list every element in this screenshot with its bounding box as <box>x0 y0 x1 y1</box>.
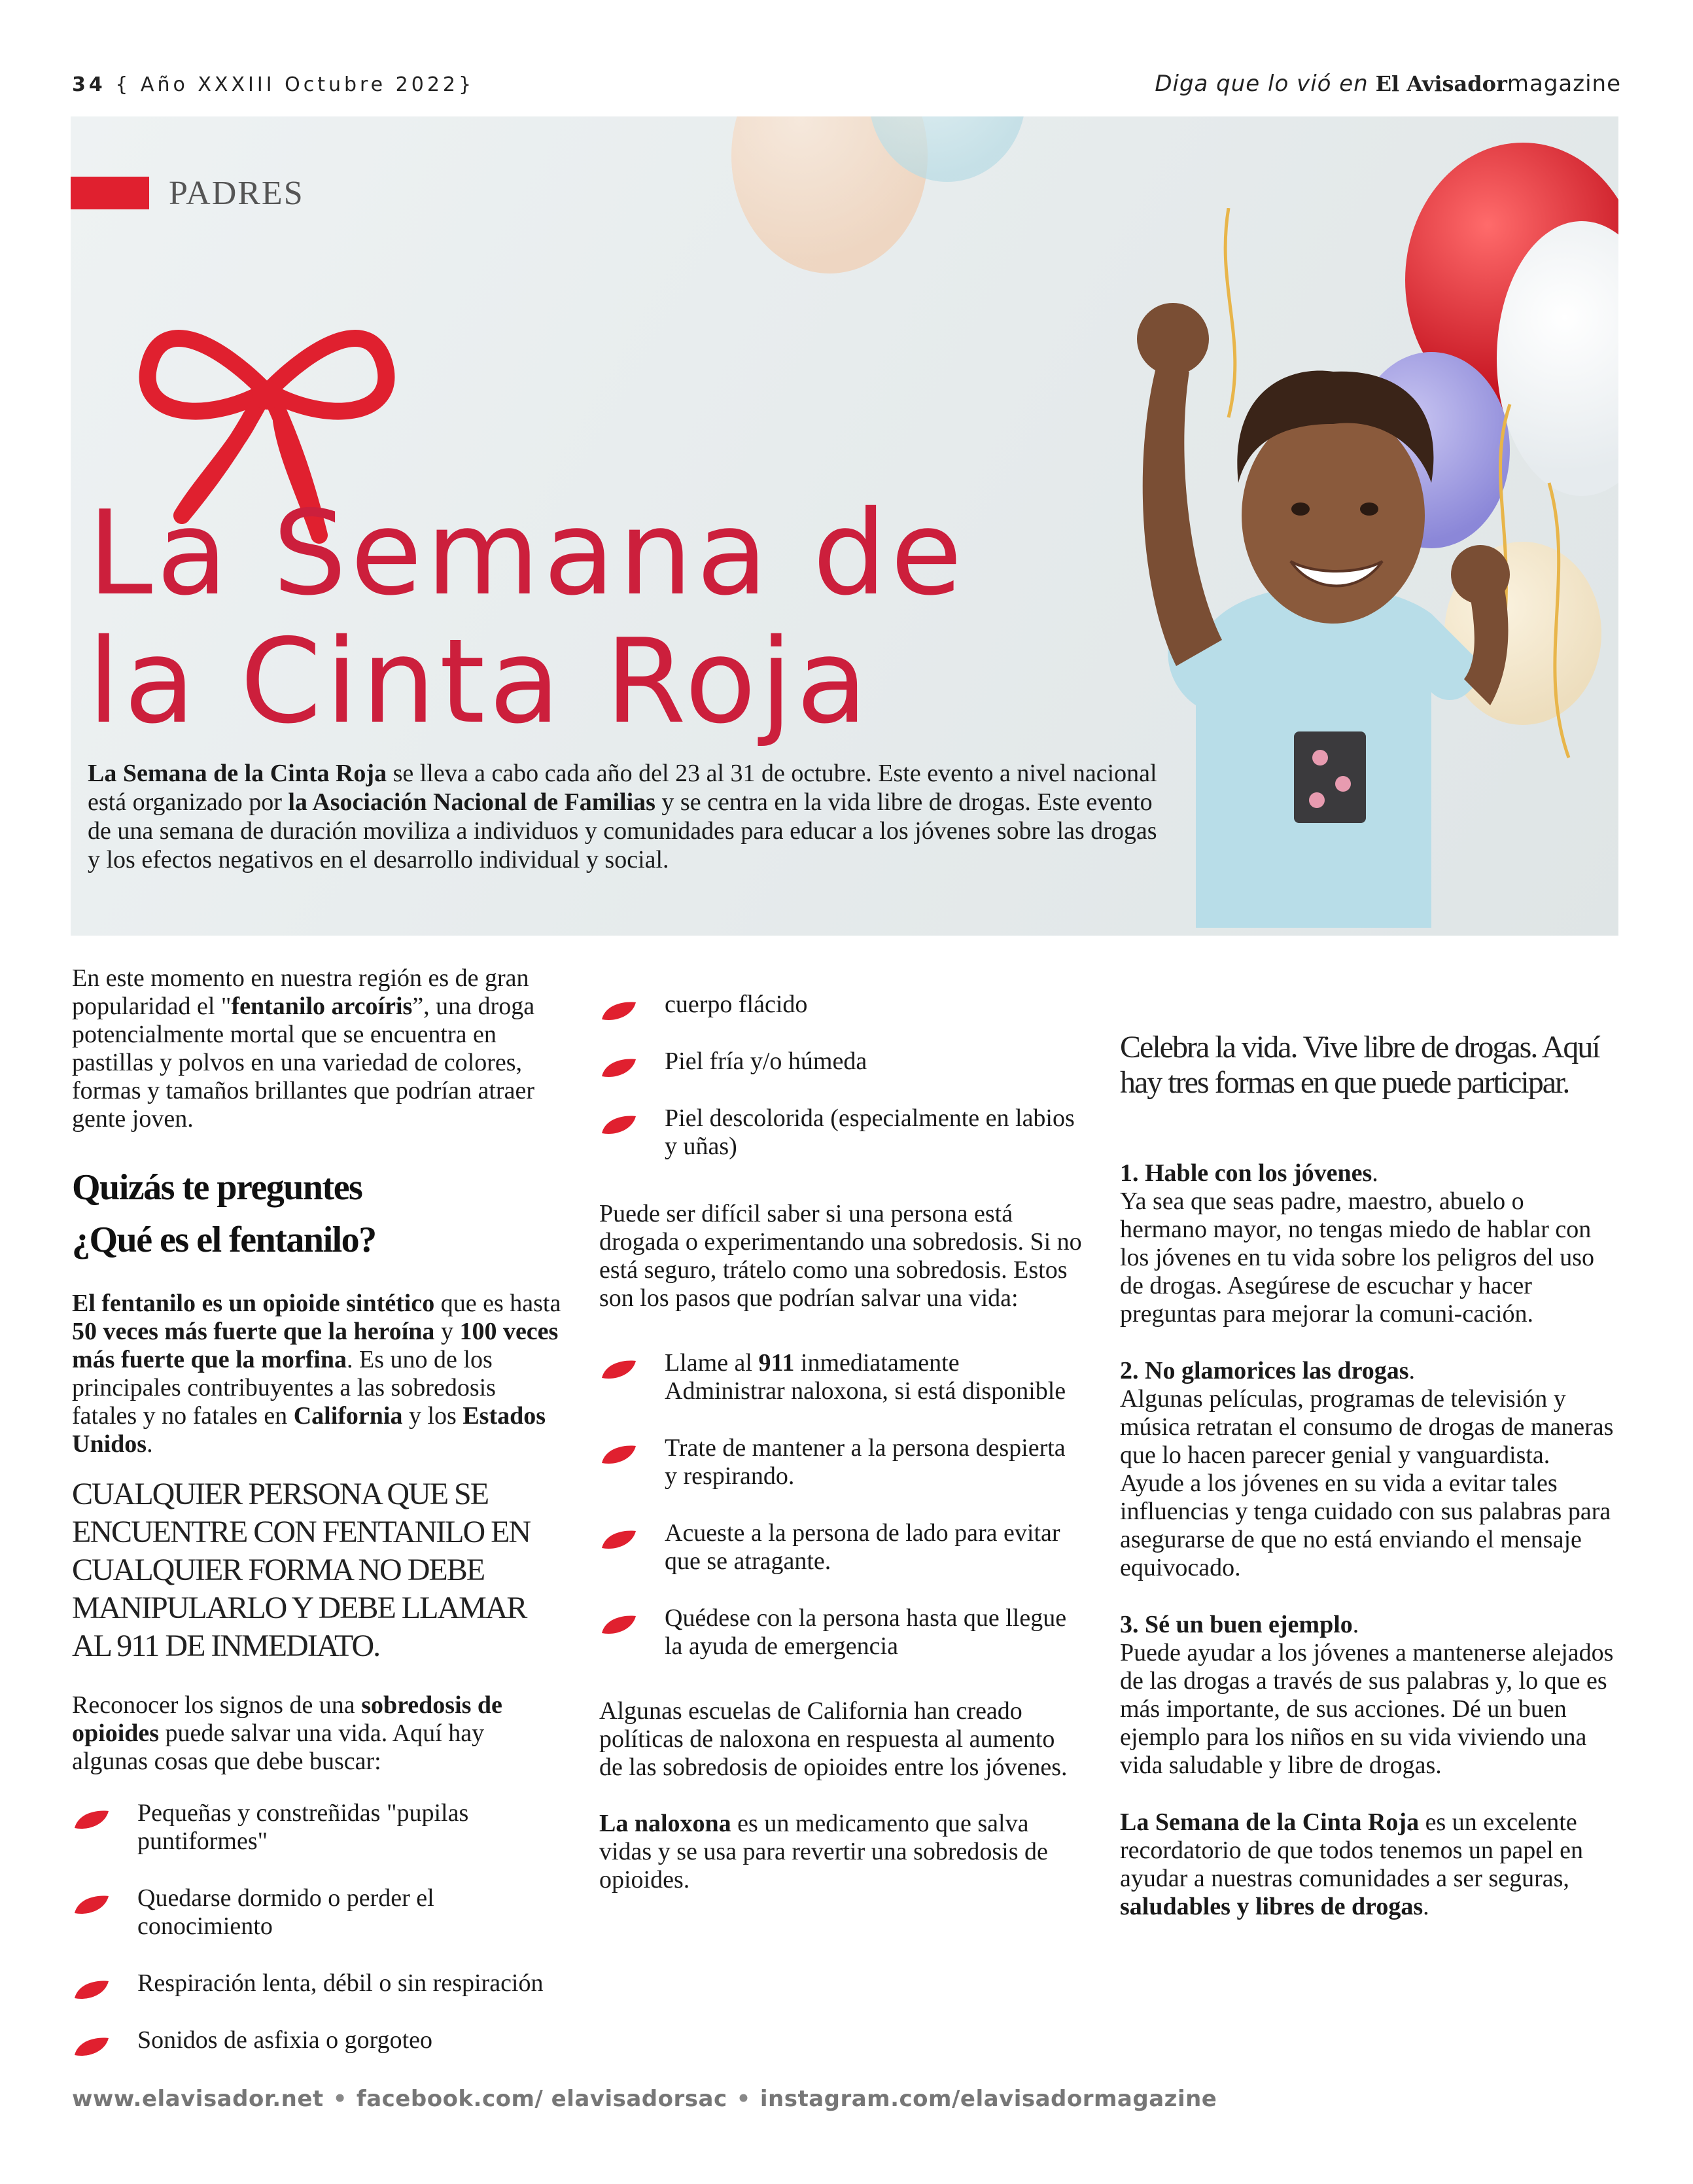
red-leaf-bullet-icon <box>599 1443 638 1467</box>
participation-lead: Celebra la vida. Vive libre de drogas. Aquí hay tres formas en que puede participar. <box>1120 1030 1599 1100</box>
tip-item <box>1120 1159 1617 1328</box>
column-2 <box>599 991 1083 1922</box>
brand-suffix: magazine <box>1507 71 1621 97</box>
warning-callout: CUALQUIER PERSONA QUE SE ENCUENTRE CON FENTANILO EN CUALQUIER FORMA NO DEBE MANIPULARLO Y DEBE LLAMAR AL 911 DE INMEDIATO. <box>72 1477 531 1663</box>
website-link[interactable]: www.elavisador.net <box>72 2086 324 2112</box>
list-item <box>72 1884 563 1941</box>
article-title <box>88 485 1069 749</box>
overdose-signs-intro: Reconocer los signos de una sobredosis de opioides puede salvar una vida. Aquí hay algunas cosas que debe buscar: <box>72 1691 502 1775</box>
list-item <box>72 2026 563 2054</box>
red-leaf-bullet-icon <box>599 1358 638 1382</box>
list-item <box>599 991 1083 1019</box>
list-item <box>599 1604 1083 1661</box>
list-item-text: Acueste a la persona de lado para evitar que se atragante. <box>665 1519 1060 1575</box>
schools-naloxone-paragraph: Algunas escuelas de California han creado políticas de naloxona en respuesta al aumento de las sobredosis de opioides entre los jóvenes. <box>599 1697 1068 1781</box>
closing-paragraph: La Semana de la Cinta Roja es un excelente recordatorio de que todos tenemos un papel en ayudar a nuestras comunidades a ser seguras, saludables y libres de drogas. <box>1120 1808 1584 1920</box>
red-leaf-bullet-icon <box>599 1057 638 1080</box>
section-marker <box>71 177 149 209</box>
list-item-text: Trate de mantener a la persona despierta y respirando. <box>665 1434 1066 1490</box>
facebook-link[interactable]: facebook.com/ elavisadorsac <box>356 2086 727 2112</box>
section-label: PADRES <box>169 175 304 212</box>
list-item <box>599 1434 1083 1490</box>
tip-item <box>1120 1611 1617 1780</box>
list-item-text: Pequeñas y constreñidas "pupilas puntiformes" <box>137 1799 469 1855</box>
red-leaf-bullet-icon <box>72 1893 111 1917</box>
list-item-text: cuerpo flácido <box>665 991 808 1018</box>
naloxone-paragraph: La naloxona es un medicamento que salva vidas y se usa para revertir una sobredosis de opioides. <box>599 1810 1048 1893</box>
title-line-1: La Semana de <box>88 485 966 621</box>
overdose-signs-list <box>72 1799 563 2054</box>
uncertain-paragraph: Puede ser difícil saber si una persona está drogada o experimentando una sobredosis. Si no está seguro, trátelo como una sobredosis. Estos son los pasos que podrían salvar una vida: <box>599 1200 1082 1312</box>
title-line-2: la Cinta Roja <box>88 614 872 749</box>
column-3 <box>1120 1030 1617 1949</box>
brand-name: El Avisador <box>1375 71 1507 96</box>
tip-body: Algunas películas, programas de televisión y música retratan el consumo de drogas de maneras que lo hacen parecer genial y vanguardista. Ayude a los jóvenes en su vida a evitar tales influencias y tenga cuidado con sus palabras para asegurarse de que no está enviando el mensaje equivocado. <box>1120 1385 1614 1581</box>
tip-item <box>1120 1357 1617 1582</box>
list-item-text: Respiración lenta, débil o sin respiración <box>137 1969 544 1997</box>
list-item-text: Quédese con la persona hasta que llegue la ayuda de emergencia <box>665 1604 1067 1660</box>
list-item-text: Sonidos de asfixia o gorgoteo <box>137 2026 433 2054</box>
tip-title: 3. Sé un buen ejemplo. <box>1120 1611 1359 1638</box>
list-item-text: Llame al 911 inmediatamente Administrar naloxona, si está disponible <box>665 1349 1066 1405</box>
red-leaf-bullet-icon <box>72 2035 111 2059</box>
list-item-text: Quedarse dormido o perder el conocimiento <box>137 1884 434 1940</box>
tip-body: Puede ayudar a los jóvenes a mantenerse alejados de las drogas a través de sus palabras y, lo que es más importante, de sus acciones. Dé un buen ejemplo para los niños en su vida viviendo una vida saludable y libre de drogas. <box>1120 1639 1614 1779</box>
page-number: 34 <box>72 73 106 96</box>
intro-paragraph: La Semana de la Cinta Roja se lleva a cabo cada año del 23 al 31 de octubre. Este evento a nivel nacional está organizado por la Asociación Nacional de Familias y se centra en la vida libre de drogas. Este evento de una semana de duración moviliza a individuos y comunidades para educar a los jóvenes sobre las drogas y los efectos negativos en el desarrollo individual y social. <box>88 760 1157 873</box>
red-leaf-bullet-icon <box>599 1613 638 1637</box>
list-item <box>599 1048 1083 1076</box>
list-item <box>72 1969 563 1998</box>
heading-que-es-fentanilo: ¿Qué es el fentanilo? <box>72 1220 376 1260</box>
heading-quizas: Quizás te preguntes <box>72 1167 362 1208</box>
red-leaf-bullet-icon <box>72 1808 111 1832</box>
red-leaf-bullet-icon <box>599 1000 638 1023</box>
rainbow-fentanyl-paragraph: En este momento en nuestra región es de gran popularidad el "fentanilo arcoíris”, una droga potencialmente mortal que se encuentra en pastillas y polvos en una variedad de colores, formas y tamaños brillantes que podrían atraer gente joven. <box>72 964 535 1133</box>
hero-banner <box>71 116 1618 936</box>
red-leaf-bullet-icon <box>599 1114 638 1137</box>
list-item <box>599 1349 1083 1405</box>
list-item-text: Piel fría y/o húmeda <box>665 1048 867 1075</box>
tip-body: Ya sea que seas padre, maestro, abuelo o hermano mayor, no tengas miedo de hablar con los jóvenes en tu vida sobre los peligros del uso de drogas. Asegúrese de escuchar y hacer preguntas para mejorar la comuni-cación. <box>1120 1188 1595 1328</box>
tagline: Diga que lo vió en <box>1155 71 1369 97</box>
list-item <box>599 1104 1083 1161</box>
life-saving-steps-list <box>599 1349 1083 1661</box>
page-header-right <box>1155 71 1621 97</box>
list-item-text: Piel descolorida (especialmente en labios y uñas) <box>665 1104 1075 1160</box>
page-header-left <box>72 73 474 96</box>
list-item <box>599 1519 1083 1576</box>
instagram-link[interactable]: instagram.com/elavisadormagazine <box>759 2086 1217 2112</box>
tip-title: 1. Hable con los jóvenes. <box>1120 1159 1378 1187</box>
footer-links: www.elavisador.net • facebook.com/ elavisadorsac • instagram.com/elavisadormagazine <box>72 2086 1217 2112</box>
fentanyl-definition-paragraph: El fentanilo es un opioide sintético que es hasta 50 veces más fuerte que la heroína y 100 veces más fuerte que la morfina. Es uno de los principales contribuyentes a las sobredosis fatales y no fatales en California y los Estados Unidos. <box>72 1290 561 1458</box>
overdose-signs-list-continued <box>599 991 1083 1161</box>
red-leaf-bullet-icon <box>72 1979 111 2002</box>
issue-line: { Año XXXIII Octubre 2022} <box>115 73 475 96</box>
list-item <box>72 1799 563 1856</box>
column-1 <box>72 964 563 2083</box>
tips-list <box>1120 1159 1617 1780</box>
tip-title: 2. No glamorices las drogas. <box>1120 1357 1416 1384</box>
red-leaf-bullet-icon <box>599 1528 638 1552</box>
